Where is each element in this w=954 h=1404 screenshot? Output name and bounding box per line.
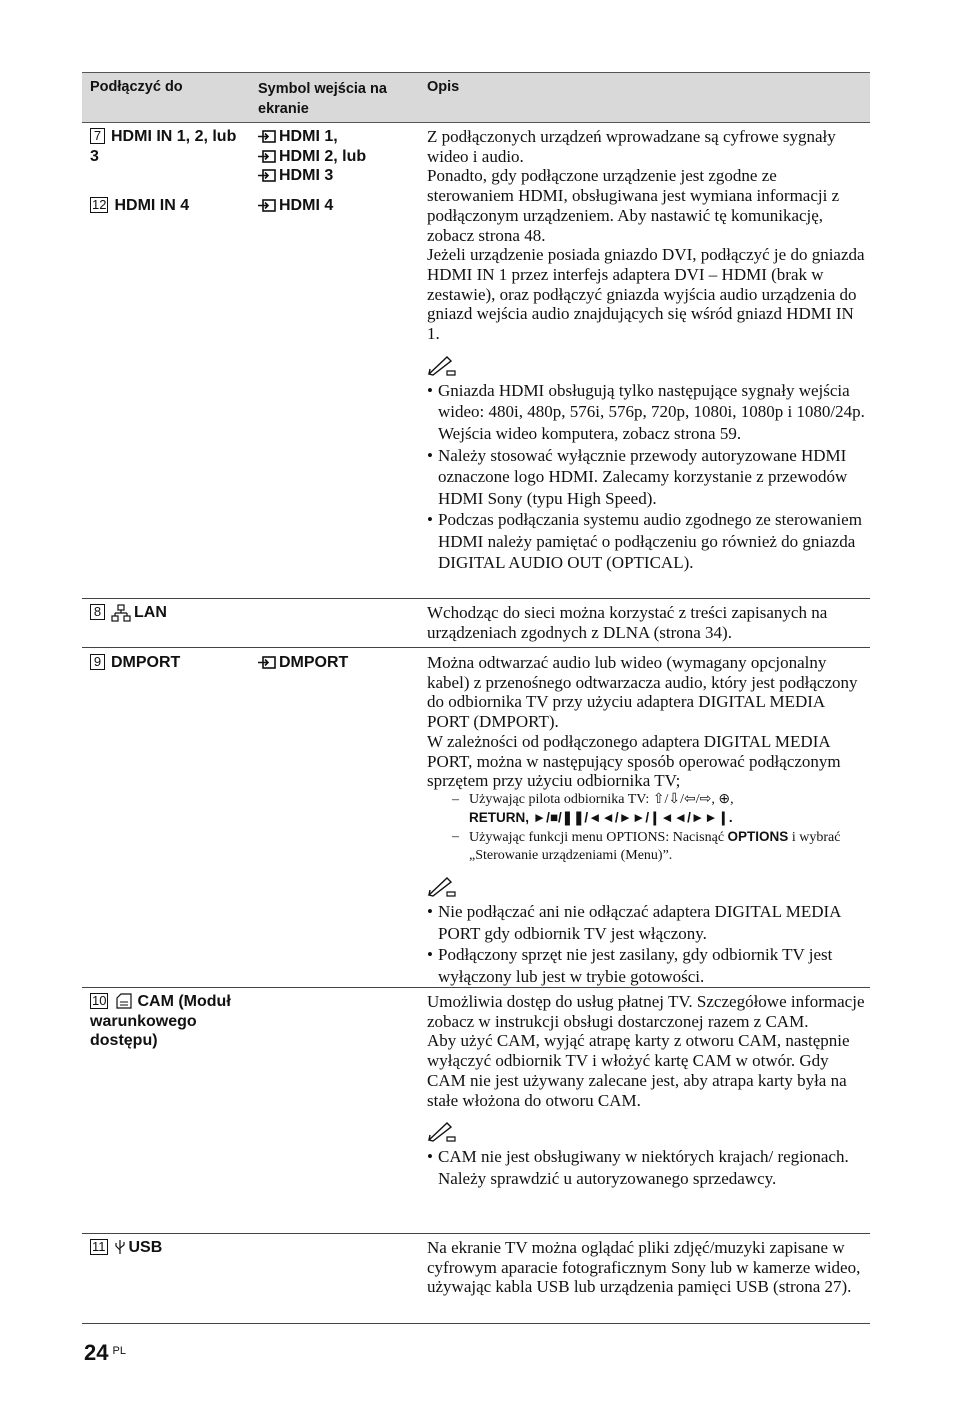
note-item: • CAM nie jest obsługiwany w niektórych krajach/ regionach. Należy sprawdzić u autoryzowanego sprzedawcy.: [427, 1146, 867, 1189]
note-item: • Nie podłączać ani nie odłączać adaptera DIGITAL MEDIA PORT gdy odbiornik TV jest włączony.: [427, 901, 867, 944]
table-row-usb: [82, 1234, 870, 1324]
description-usb: Na ekranie TV można oglądać pliki zdjęć/muzyki zapisane w cyfrowym aparacie fotograficznym Sony lub w kamerze wideo, używając kabla USB lub urządzenia pamięci USB (strona 27).: [427, 1238, 861, 1297]
notes-list: [427, 380, 867, 574]
input-icon: [258, 150, 276, 163]
connector-hdmi-4: [90, 196, 189, 216]
callout-number: 9: [90, 654, 105, 670]
note-item: • Należy stosować wyłącznie przewody autoryzowane HDMI oznaczone logo HDMI. Zalecamy korzystanie z przewodów HDMI Sony (typu High Speed).: [427, 445, 867, 510]
description-text: Umożliwia dostęp do usług płatnej TV. Szczegółowe informacje zobacz w instrukcji obsługi dostarczonej razem z CAM. Aby użyć CAM, wyjąć atrapę karty z otworu CAM, następnie wyłączyć odbiornik TV i włożyć kartę CAM w otwór. Gdy CAM nie jest używany zalecane jest, aby atrapa karty była na stałe włożona do otworu CAM.: [427, 992, 865, 1110]
header-description: Opis: [427, 79, 460, 95]
table-row-dmport: [82, 648, 870, 988]
input-symbols-hdmi: [258, 127, 366, 215]
input-icon: [258, 169, 276, 182]
table-row-hdmi: [82, 123, 870, 599]
table-row-cam: [82, 988, 870, 1234]
language-code: PL: [112, 1345, 126, 1357]
note-item: • Gniazda HDMI obsługują tylko następujące sygnały wejścia wideo: 480i, 480p, 576i, 576p, 720p, 1080i, 1080p i 1080/24p. Wejścia wideo komputera, zobacz strona 59.: [427, 380, 867, 445]
connector-label: USB: [128, 1239, 163, 1256]
input-symbol-label: DMPORT: [279, 654, 349, 671]
note-item: • Podłączony sprzęt nie jest zasilany, gdy odbiornik TV jest wyłączony lub jest w trybie gotowości.: [427, 944, 867, 987]
sub-item-text: i wybrać „Sterowanie urządzeniami (Menu)”.: [469, 829, 841, 863]
card-slot-icon: [114, 993, 134, 1009]
table-row-lan: [82, 599, 870, 648]
connector-label: DMPORT: [111, 654, 181, 671]
note-pencil-icon: [427, 875, 457, 897]
sub-item-text: Używając funkcji menu OPTIONS: Nacisnąć: [469, 829, 728, 845]
description-cam: [427, 992, 867, 1189]
connector-cam: [90, 992, 250, 1051]
header-input-symbol: Symbol wejścia na ekranie: [258, 81, 387, 117]
note-pencil-icon: [427, 354, 457, 376]
network-icon: [111, 604, 131, 622]
callout-number: 12: [92, 197, 107, 212]
callout-number: 8: [90, 604, 105, 620]
header-connect-to: Podłączyć do: [90, 79, 183, 95]
connection-table: [82, 72, 870, 1324]
input-symbol-label: HDMI 4: [279, 196, 334, 214]
page-number-value: 24: [84, 1340, 109, 1365]
connector-lan: [90, 603, 167, 623]
description-hdmi: [427, 127, 867, 574]
input-icon: [258, 199, 276, 212]
description-lan: Wchodząc do sieci można korzystać z treści zapisanych na urządzeniach zgodnych z DLNA (strona 34).: [427, 603, 828, 642]
callout-number: 11: [92, 1239, 106, 1254]
options-button-label: OPTIONS: [727, 828, 789, 844]
connector-label: CAM (Moduł warunkowego dostępu): [90, 993, 231, 1049]
callout-number: 7: [90, 128, 105, 144]
connector-usb: [90, 1238, 162, 1258]
description-dmport: [427, 653, 867, 987]
input-symbol-label: HDMI 3: [279, 167, 334, 184]
connector-dmport: [90, 653, 180, 673]
input-icon: [258, 130, 276, 143]
usb-icon: [114, 1239, 126, 1255]
table-header: [82, 72, 870, 123]
input-icon: [258, 656, 276, 669]
remote-buttons: RETURN, ►/■/❚❚/◄◄/►►/❙◄◄/►►❙.: [469, 809, 733, 825]
sub-item-options: – Używając funkcji menu OPTIONS: Nacisnąć OPTIONS i wybrać „Sterowanie urządzeniami (Menu)”.: [452, 828, 841, 863]
description-text: Z podłączonych urządzeń wprowadzane są cyfrowe sygnały wideo i audio. Ponadto, gdy podłączone urządzenie jest zgodne ze sterowaniem HDMI, obsługiwana jest wymiana informacji z podłączonym urządzeniem. Aby nastawić tę komunikację, zobacz strona 48. Jeżeli urządzenie posiada gniazdo DVI, podłączyć je do gniazda HDMI IN 1 przez interfejs adaptera DVI – HDMI (brak w zestawie), oraz podłączyć gniazda wyjścia audio urządzenia do gniazd wejścia audio znajdujących się wśród gniazd HDMI IN 1.: [427, 127, 865, 344]
connector-label: LAN: [134, 604, 167, 621]
connector-label: HDMI IN 1, 2, lub 3: [90, 128, 237, 165]
connector-label: HDMI IN 4: [114, 197, 190, 214]
input-symbol-label: HDMI 2, lub: [279, 147, 367, 165]
notes-list: [427, 1146, 867, 1189]
sub-item-text: Używając pilota odbiornika TV: ⇧/⇩/⇦/⇨, ⊕,: [469, 791, 734, 807]
connector-hdmi-1-3: [90, 127, 240, 166]
page-number: [84, 1340, 126, 1366]
note-item: • Podczas podłączania systemu audio zgodnego ze sterowaniem HDMI należy pamiętać o podłączeniu go również do gniazda DIGITAL AUDIO OUT (OPTICAL).: [427, 509, 867, 574]
description-text: Można odtwarzać audio lub wideo (wymagany opcjonalny kabel) z przenośnego odtwarzacza audio, który jest podłączony do odbiornika TV przy użyciu adaptera DIGITAL MEDIA PORT (DMPORT). W zależności od podłączonego adaptera DIGITAL MEDIA PORT, można w następujący sposób operować podłączonym sprzętem przy użyciu odbiornika TV;: [427, 653, 858, 791]
notes-list: [427, 901, 867, 987]
input-symbol-label: HDMI 1,: [279, 128, 338, 145]
callout-number: 10: [92, 993, 107, 1008]
sub-item-remote: – Używając pilota odbiornika TV: ⇧/⇩/⇦/⇨, ⊕, RETURN, ►/■/❚❚/◄◄/►►/❙◄◄/►►❙.: [452, 791, 734, 825]
input-symbol-dmport: [258, 653, 348, 673]
note-pencil-icon: [427, 1120, 457, 1142]
